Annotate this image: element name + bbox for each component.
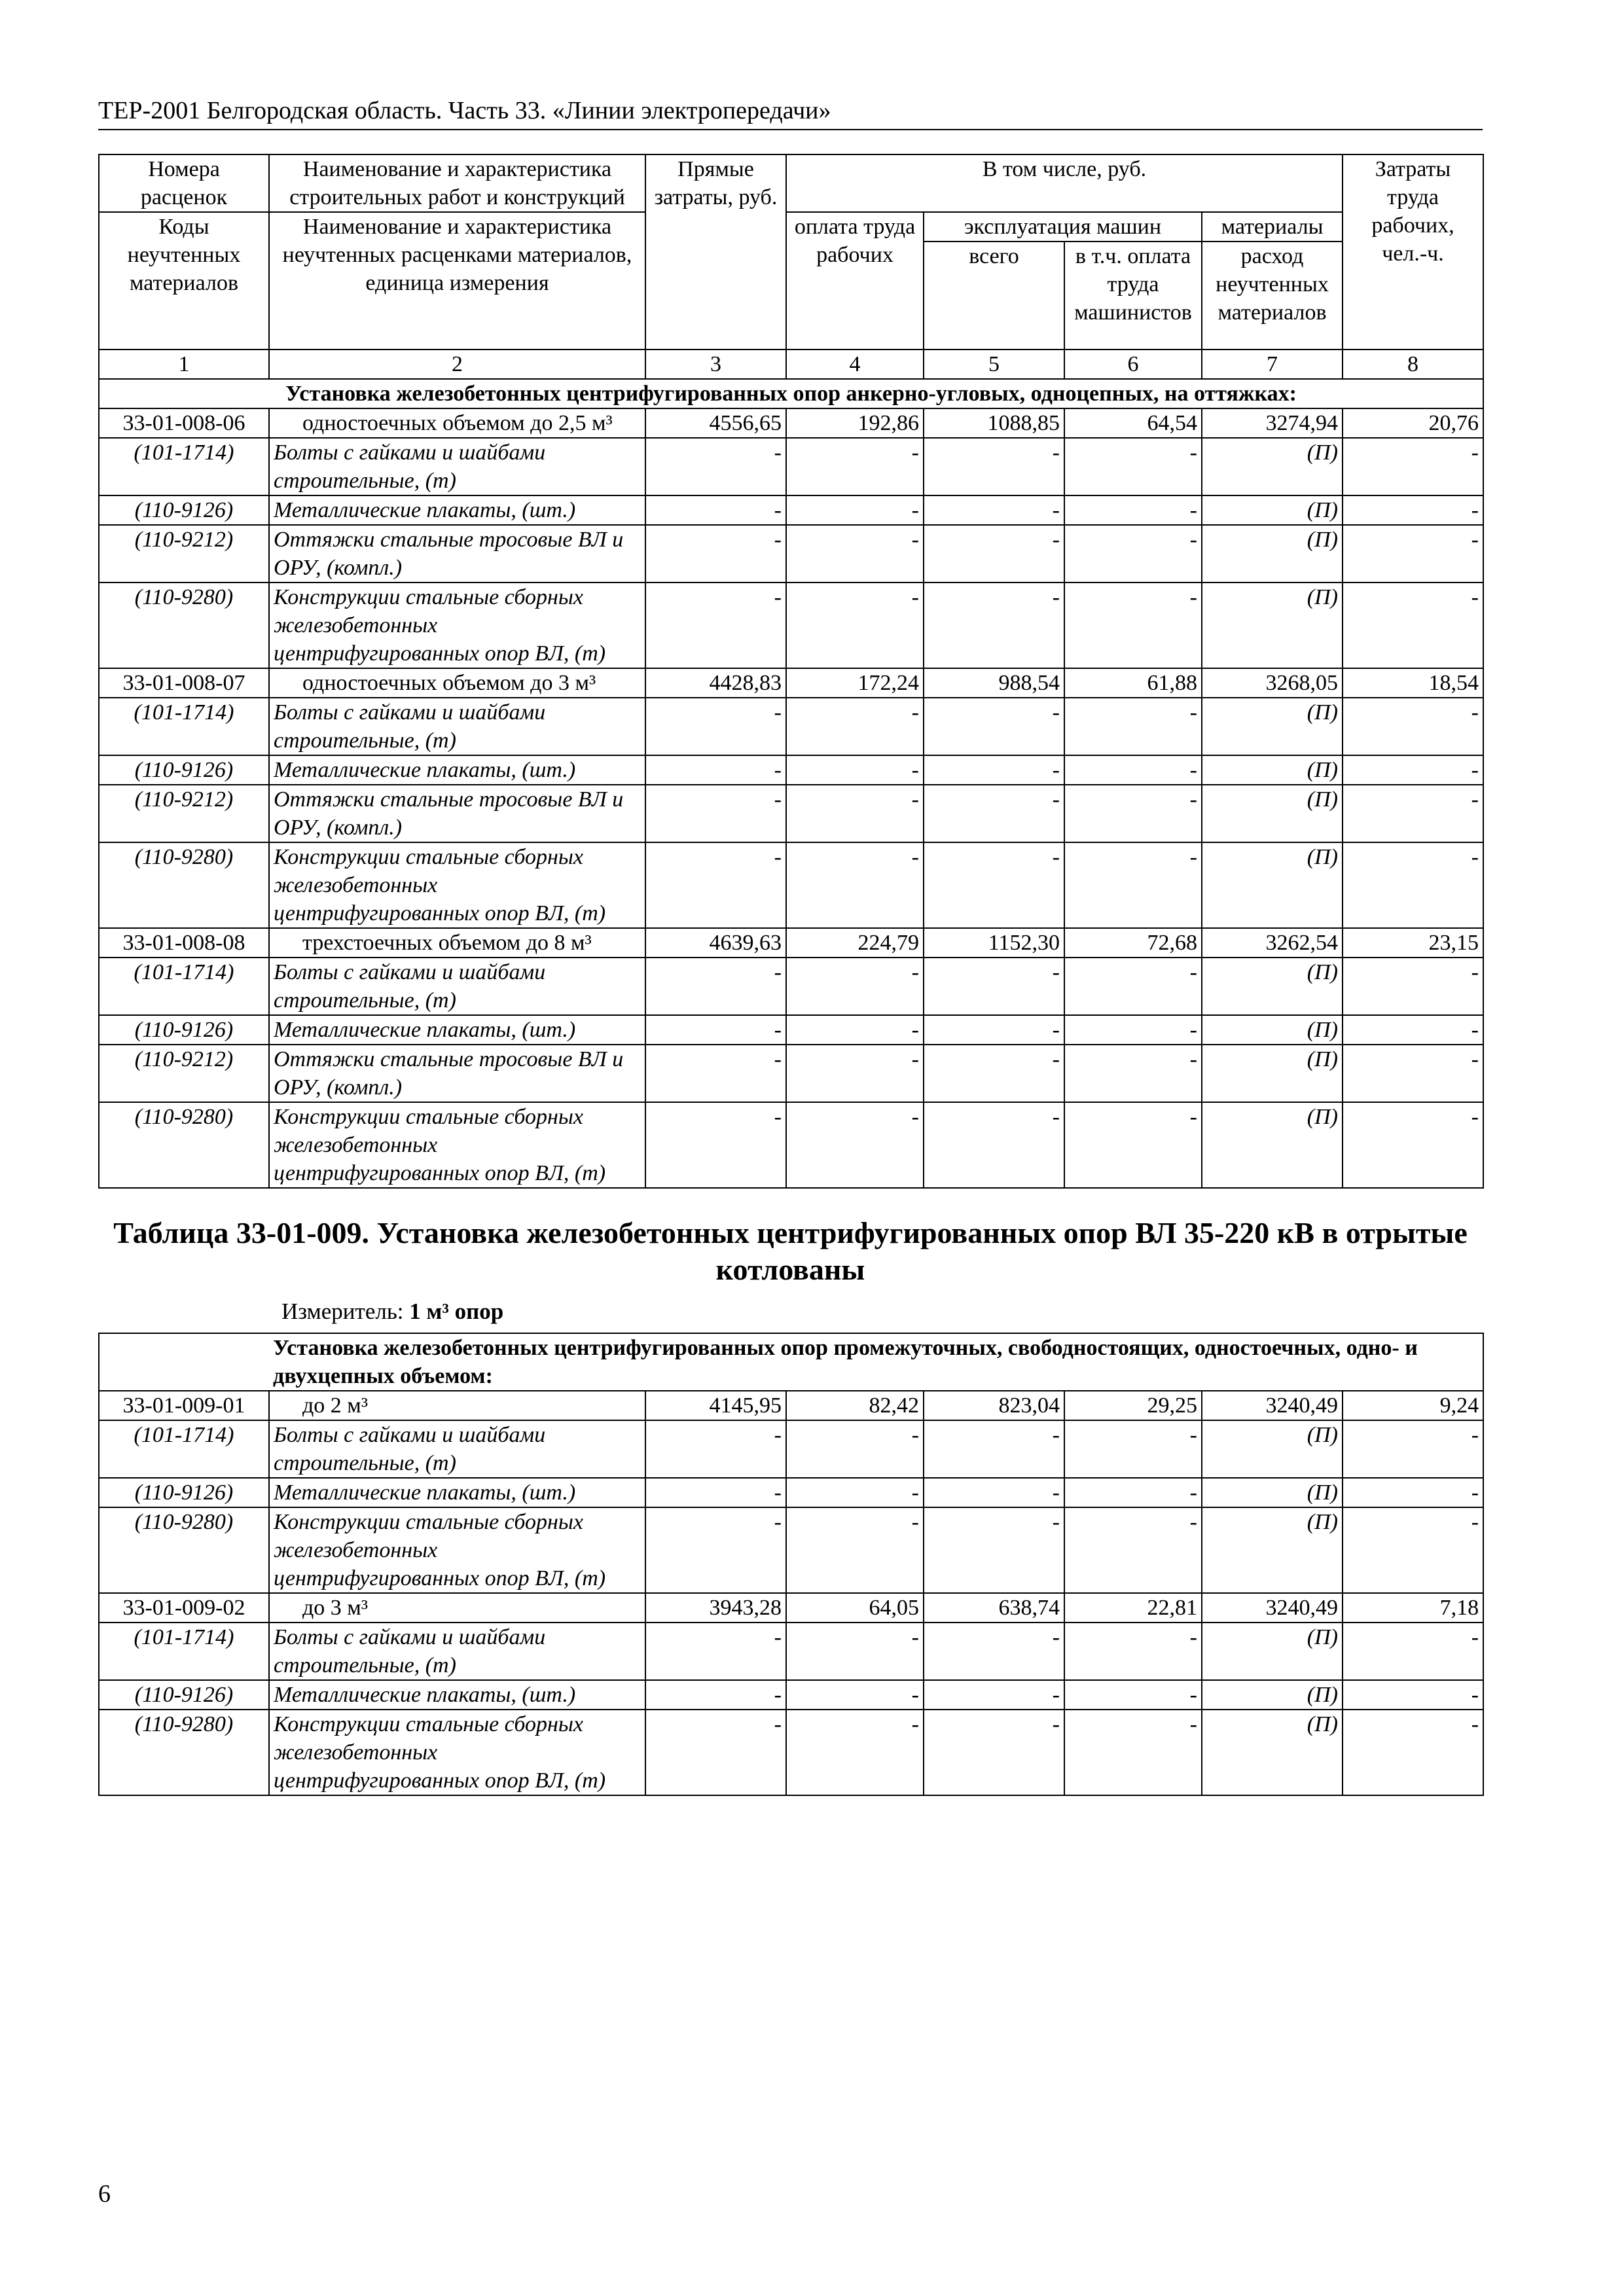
rate-value: 72,68 [1064, 928, 1202, 958]
dash-mark: - [645, 1623, 786, 1680]
table-title: Таблица 33-01-009. Установка железобетонных центрифугированных опор ВЛ 35-220 кВ в отрытые котлованы [113, 1216, 1468, 1286]
dash-mark: - [1343, 1045, 1483, 1102]
material-name: Оттяжки стальные тросовые ВЛ и ОРУ, (компл.) [269, 525, 645, 583]
rate-value: 20,76 [1343, 408, 1483, 438]
rate-value: 4428,83 [645, 668, 786, 698]
col-number: 4 [786, 350, 924, 379]
material-row [99, 438, 1483, 495]
rate-value: 7,18 [1343, 1593, 1483, 1623]
material-code: (110-9126) [99, 1680, 269, 1710]
unaccounted-mark: (П) [1202, 958, 1343, 1015]
material-name: Конструкции стальные сборных железобетонных центрифугированных опор ВЛ, (т) [269, 1507, 645, 1593]
dash-mark: - [924, 1015, 1064, 1045]
dash-mark: - [1343, 755, 1483, 785]
dash-mark: - [1343, 842, 1483, 928]
material-code: (101-1714) [99, 1623, 269, 1680]
col-header-including: В том числе, руб. [786, 154, 1343, 212]
unaccounted-mark: (П) [1202, 438, 1343, 495]
dash-mark: - [786, 583, 924, 668]
rate-value: 1152,30 [924, 928, 1064, 958]
material-code: (110-9212) [99, 1045, 269, 1102]
rate-value: 9,24 [1343, 1391, 1483, 1420]
unaccounted-mark: (П) [1202, 1623, 1343, 1680]
dash-mark: - [924, 1420, 1064, 1478]
dash-mark: - [924, 698, 1064, 755]
rate-row [99, 1593, 1483, 1623]
dash-mark: - [645, 1102, 786, 1188]
dash-mark: - [924, 755, 1064, 785]
dash-mark: - [645, 1420, 786, 1478]
rate-value: 3943,28 [645, 1593, 786, 1623]
rate-value: 61,88 [1064, 668, 1202, 698]
material-code: (101-1714) [99, 698, 269, 755]
dash-mark: - [1064, 1710, 1202, 1795]
rate-name: до 2 м³ [269, 1391, 645, 1420]
dash-mark: - [1064, 698, 1202, 755]
dash-mark: - [1343, 583, 1483, 668]
dash-mark: - [1343, 1507, 1483, 1593]
rate-name: трехстоечных объемом до 8 м³ [269, 928, 645, 958]
col-header-worker-pay: оплата труда рабочих [786, 212, 924, 350]
dash-mark: - [1064, 1680, 1202, 1710]
rate-value: 224,79 [786, 928, 924, 958]
material-name: Металлические плакаты, (шт.) [269, 495, 645, 525]
dash-mark: - [924, 1680, 1064, 1710]
rate-code: 33-01-008-06 [99, 408, 269, 438]
rate-value: 3274,94 [1202, 408, 1343, 438]
col-header-direct-costs: Прямые затраты, руб. [645, 154, 786, 350]
dash-mark: - [786, 842, 924, 928]
rate-name: одностоечных объемом до 3 м³ [269, 668, 645, 698]
material-row [99, 1045, 1483, 1102]
dash-mark: - [1343, 1623, 1483, 1680]
dash-mark: - [924, 1045, 1064, 1102]
dash-mark: - [1343, 785, 1483, 842]
rate-value: 64,05 [786, 1593, 924, 1623]
dash-mark: - [786, 1478, 924, 1507]
dash-mark: - [1064, 1420, 1202, 1478]
dash-mark: - [1064, 1478, 1202, 1507]
material-name: Болты с гайками и шайбами строительные, (т) [269, 698, 645, 755]
dash-mark: - [786, 1507, 924, 1593]
dash-mark: - [1064, 785, 1202, 842]
rate-value: 4556,65 [645, 408, 786, 438]
rate-value: 82,42 [786, 1391, 924, 1420]
dash-mark: - [924, 495, 1064, 525]
rate-name: одностоечных объемом до 2,5 м³ [269, 408, 645, 438]
unaccounted-mark: (П) [1202, 755, 1343, 785]
material-name: Конструкции стальные сборных железобетонных центрифугированных опор ВЛ, (т) [269, 583, 645, 668]
rate-row [99, 928, 1483, 958]
material-code: (101-1714) [99, 958, 269, 1015]
col-header-machines: эксплуатация машин [924, 212, 1202, 242]
dash-mark: - [645, 1015, 786, 1045]
page-number: 6 [98, 2180, 111, 2208]
rate-value: 3240,49 [1202, 1593, 1343, 1623]
col-number: 7 [1202, 350, 1343, 379]
material-code: (110-9126) [99, 495, 269, 525]
unaccounted-mark: (П) [1202, 1507, 1343, 1593]
unaccounted-mark: (П) [1202, 1045, 1343, 1102]
dash-mark: - [1343, 1420, 1483, 1478]
material-name: Конструкции стальные сборных железобетонных центрифугированных опор ВЛ, (т) [269, 1102, 645, 1188]
dash-mark: - [1064, 583, 1202, 668]
section-title: Установка железобетонных центрифугированных опор промежуточных, свободностоящих, одностоечных, одно- и двухцепных объемом: [99, 1333, 1483, 1391]
rate-value: 4639,63 [645, 928, 786, 958]
dash-mark: - [1064, 842, 1202, 928]
dash-mark: - [924, 785, 1064, 842]
dash-mark: - [1343, 1710, 1483, 1795]
rate-value: 823,04 [924, 1391, 1064, 1420]
unaccounted-mark: (П) [1202, 1680, 1343, 1710]
dash-mark: - [1064, 438, 1202, 495]
col-header-unaccounted-materials: расход неучтенных материалов [1202, 242, 1343, 350]
dash-mark: - [645, 1680, 786, 1710]
rate-name: до 3 м³ [269, 1593, 645, 1623]
dash-mark: - [924, 1507, 1064, 1593]
dash-mark: - [1343, 958, 1483, 1015]
material-code: (110-9212) [99, 785, 269, 842]
material-code: (110-9126) [99, 1478, 269, 1507]
dash-mark: - [786, 1102, 924, 1188]
material-name: Болты с гайками и шайбами строительные, (т) [269, 1623, 645, 1680]
rate-value: 192,86 [786, 408, 924, 438]
rate-value: 4145,95 [645, 1391, 786, 1420]
material-row [99, 1507, 1483, 1593]
dash-mark: - [786, 958, 924, 1015]
dash-mark: - [645, 583, 786, 668]
material-name: Оттяжки стальные тросовые ВЛ и ОРУ, (компл.) [269, 1045, 645, 1102]
unaccounted-mark: (П) [1202, 785, 1343, 842]
dash-mark: - [924, 438, 1064, 495]
dash-mark: - [924, 1710, 1064, 1795]
material-row [99, 583, 1483, 668]
material-row [99, 1710, 1483, 1795]
material-name: Металлические плакаты, (шт.) [269, 1478, 645, 1507]
dash-mark: - [924, 1102, 1064, 1188]
material-row [99, 1420, 1483, 1478]
unaccounted-mark: (П) [1202, 525, 1343, 583]
dash-mark: - [645, 755, 786, 785]
col-number: 6 [1064, 350, 1202, 379]
dash-mark: - [786, 1015, 924, 1045]
rate-code: 33-01-009-02 [99, 1593, 269, 1623]
unaccounted-mark: (П) [1202, 583, 1343, 668]
dash-mark: - [924, 1623, 1064, 1680]
table-2-heading [98, 1215, 1483, 1326]
material-code: (110-9280) [99, 842, 269, 928]
col-number: 2 [269, 350, 645, 379]
dash-mark: - [645, 842, 786, 928]
material-code: (101-1714) [99, 438, 269, 495]
material-name: Болты с гайками и шайбами строительные, (т) [269, 438, 645, 495]
section-title: Установка железобетонных центрифугированных опор анкерно-угловых, одноцепных, на оттяжках: [99, 379, 1483, 408]
rate-value: 638,74 [924, 1593, 1064, 1623]
rate-row [99, 408, 1483, 438]
material-code: (101-1714) [99, 1420, 269, 1478]
col-header-machines-total: всего [924, 242, 1064, 350]
measure-label: Измеритель: [281, 1299, 404, 1324]
material-code: (110-9280) [99, 1102, 269, 1188]
dash-mark: - [786, 1680, 924, 1710]
measure-value: 1 м³ опор [409, 1299, 504, 1324]
dash-mark: - [1064, 1045, 1202, 1102]
material-row [99, 1680, 1483, 1710]
rates-table-33-01-009 [98, 1333, 1484, 1796]
rate-value: 23,15 [1343, 928, 1483, 958]
dash-mark: - [924, 958, 1064, 1015]
rate-code: 33-01-008-07 [99, 668, 269, 698]
material-code: (110-9126) [99, 1015, 269, 1045]
rate-value: 18,54 [1343, 668, 1483, 698]
dash-mark: - [786, 698, 924, 755]
col-header-work-name: Наименование и характеристика строительных работ и конструкций [269, 154, 645, 212]
dash-mark: - [1064, 525, 1202, 583]
col-header-material-codes: Коды неучтенных материалов [99, 212, 269, 350]
dash-mark: - [1343, 525, 1483, 583]
dash-mark: - [1064, 1102, 1202, 1188]
dash-mark: - [1064, 755, 1202, 785]
material-row [99, 1015, 1483, 1045]
running-header: ТЕР-2001 Белгородская область. Часть 33. «Линии электропередачи» [98, 95, 1483, 130]
material-row [99, 958, 1483, 1015]
dash-mark: - [1064, 495, 1202, 525]
dash-mark: - [645, 495, 786, 525]
dash-mark: - [645, 438, 786, 495]
rate-code: 33-01-009-01 [99, 1391, 269, 1420]
col-header-labor-costs: Затраты труда рабочих, чел.-ч. [1343, 154, 1483, 350]
dash-mark: - [645, 525, 786, 583]
unaccounted-mark: (П) [1202, 1102, 1343, 1188]
dash-mark: - [786, 1710, 924, 1795]
rate-value: 172,24 [786, 668, 924, 698]
rate-value: 3262,54 [1202, 928, 1343, 958]
dash-mark: - [786, 785, 924, 842]
material-row [99, 525, 1483, 583]
rate-value: 988,54 [924, 668, 1064, 698]
material-row [99, 1102, 1483, 1188]
rate-value: 3268,05 [1202, 668, 1343, 698]
col-number: 8 [1343, 350, 1483, 379]
rate-value: 29,25 [1064, 1391, 1202, 1420]
dash-mark: - [786, 755, 924, 785]
dash-mark: - [924, 583, 1064, 668]
material-row [99, 495, 1483, 525]
material-row [99, 698, 1483, 755]
material-name: Конструкции стальные сборных железобетонных центрифугированных опор ВЛ, (т) [269, 1710, 645, 1795]
dash-mark: - [645, 1710, 786, 1795]
material-row [99, 785, 1483, 842]
material-name: Металлические плакаты, (шт.) [269, 1015, 645, 1045]
dash-mark: - [1064, 1623, 1202, 1680]
unaccounted-mark: (П) [1202, 1015, 1343, 1045]
unaccounted-mark: (П) [1202, 495, 1343, 525]
rate-value: 22,81 [1064, 1593, 1202, 1623]
material-name: Болты с гайками и шайбами строительные, (т) [269, 1420, 645, 1478]
dash-mark: - [786, 1045, 924, 1102]
rate-row [99, 668, 1483, 698]
col-number: 5 [924, 350, 1064, 379]
dash-mark: - [786, 495, 924, 525]
material-row [99, 1623, 1483, 1680]
dash-mark: - [1343, 1102, 1483, 1188]
material-code: (110-9280) [99, 583, 269, 668]
material-row [99, 842, 1483, 928]
dash-mark: - [1343, 495, 1483, 525]
col-number: 1 [99, 350, 269, 379]
material-name: Металлические плакаты, (шт.) [269, 755, 645, 785]
col-header-materials: материалы [1202, 212, 1343, 242]
measure-unit [281, 1297, 1483, 1326]
material-row [99, 755, 1483, 785]
col-header-operator-pay: в т.ч. оплата труда машинистов [1064, 242, 1202, 350]
unaccounted-mark: (П) [1202, 698, 1343, 755]
material-code: (110-9280) [99, 1710, 269, 1795]
rate-value: 64,54 [1064, 408, 1202, 438]
material-code: (110-9212) [99, 525, 269, 583]
dash-mark: - [1343, 1015, 1483, 1045]
dash-mark: - [924, 842, 1064, 928]
dash-mark: - [1343, 1478, 1483, 1507]
dash-mark: - [786, 525, 924, 583]
dash-mark: - [645, 958, 786, 1015]
rates-table-33-01-008 [98, 154, 1484, 1189]
material-name: Оттяжки стальные тросовые ВЛ и ОРУ, (компл.) [269, 785, 645, 842]
dash-mark: - [924, 1478, 1064, 1507]
unaccounted-mark: (П) [1202, 1420, 1343, 1478]
material-name: Болты с гайками и шайбами строительные, (т) [269, 958, 645, 1015]
dash-mark: - [924, 525, 1064, 583]
dash-mark: - [645, 785, 786, 842]
dash-mark: - [786, 438, 924, 495]
material-row [99, 1478, 1483, 1507]
dash-mark: - [1343, 698, 1483, 755]
col-header-rate-numbers: Номера расценок [99, 154, 269, 212]
material-name: Конструкции стальные сборных железобетонных центрифугированных опор ВЛ, (т) [269, 842, 645, 928]
dash-mark: - [1064, 958, 1202, 1015]
unaccounted-mark: (П) [1202, 842, 1343, 928]
dash-mark: - [1064, 1507, 1202, 1593]
unaccounted-mark: (П) [1202, 1478, 1343, 1507]
rate-value: 3240,49 [1202, 1391, 1343, 1420]
dash-mark: - [645, 698, 786, 755]
dash-mark: - [1064, 1015, 1202, 1045]
rate-value: 1088,85 [924, 408, 1064, 438]
dash-mark: - [645, 1045, 786, 1102]
material-code: (110-9126) [99, 755, 269, 785]
rate-row [99, 1391, 1483, 1420]
dash-mark: - [1343, 1680, 1483, 1710]
col-number: 3 [645, 350, 786, 379]
unaccounted-mark: (П) [1202, 1710, 1343, 1795]
material-name: Металлические плакаты, (шт.) [269, 1680, 645, 1710]
material-code: (110-9280) [99, 1507, 269, 1593]
col-header-material-name: Наименование и характеристика неучтенных расценками материалов, единица измерения [269, 212, 645, 350]
dash-mark: - [786, 1420, 924, 1478]
dash-mark: - [1343, 438, 1483, 495]
dash-mark: - [645, 1507, 786, 1593]
dash-mark: - [786, 1623, 924, 1680]
dash-mark: - [645, 1478, 786, 1507]
rate-code: 33-01-008-08 [99, 928, 269, 958]
